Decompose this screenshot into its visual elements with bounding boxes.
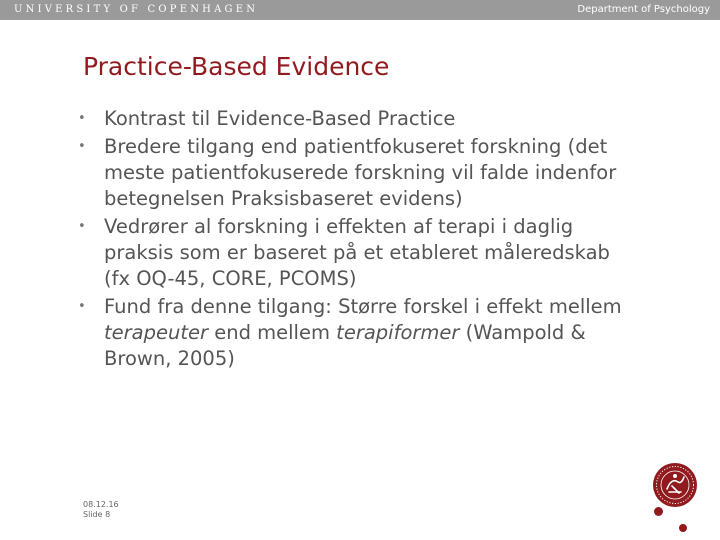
bullet-text: Vedrører al forskning i effekten af terapi i daglig praksis som er baseret på et etableret måleredskab (fx OQ-45, CORE, PCOMS) [104, 215, 610, 290]
bullet-text: Kontrast til Evidence-Based Practice [104, 107, 456, 130]
emphasis-therapists: terapeuter [104, 321, 209, 344]
bullet-item [75, 294, 635, 372]
slide-title: Practice-Based Evidence [83, 52, 390, 81]
slide-footer [83, 500, 119, 520]
slide-date: 08.12.16 [83, 500, 119, 509]
bullet-item [75, 106, 635, 132]
slide-number: Slide 8 [83, 510, 111, 519]
bullet-icon [78, 214, 86, 240]
bullet-text-middle: end mellem [208, 321, 337, 344]
university-seal-icon [652, 462, 698, 508]
bullet-icon [78, 294, 86, 320]
decorative-dot-icon [654, 507, 663, 516]
bullet-item [75, 134, 635, 212]
header-bar [0, 0, 720, 20]
university-name: UNIVERSITY OF COPENHAGEN [14, 4, 259, 15]
bullet-text-start: Fund fra denne tilgang: Større forskel i effekt mellem [104, 295, 622, 318]
bullet-icon [78, 134, 86, 160]
department-name: Department of Psychology [577, 4, 710, 15]
bullet-list [75, 106, 635, 374]
decorative-dot-icon [679, 524, 687, 532]
bullet-text-end: (Wampold & Brown, 2005) [104, 321, 586, 370]
bullet-text: Bredere tilgang end patientfokuseret forskning (det meste patientfokuserede forskning vil falde indenfor betegnelsen Praksisbaseret evidens) [104, 135, 617, 210]
bullet-item [75, 214, 635, 292]
emphasis-therapy-forms: terapiformer [336, 321, 460, 344]
bullet-icon [78, 106, 86, 132]
